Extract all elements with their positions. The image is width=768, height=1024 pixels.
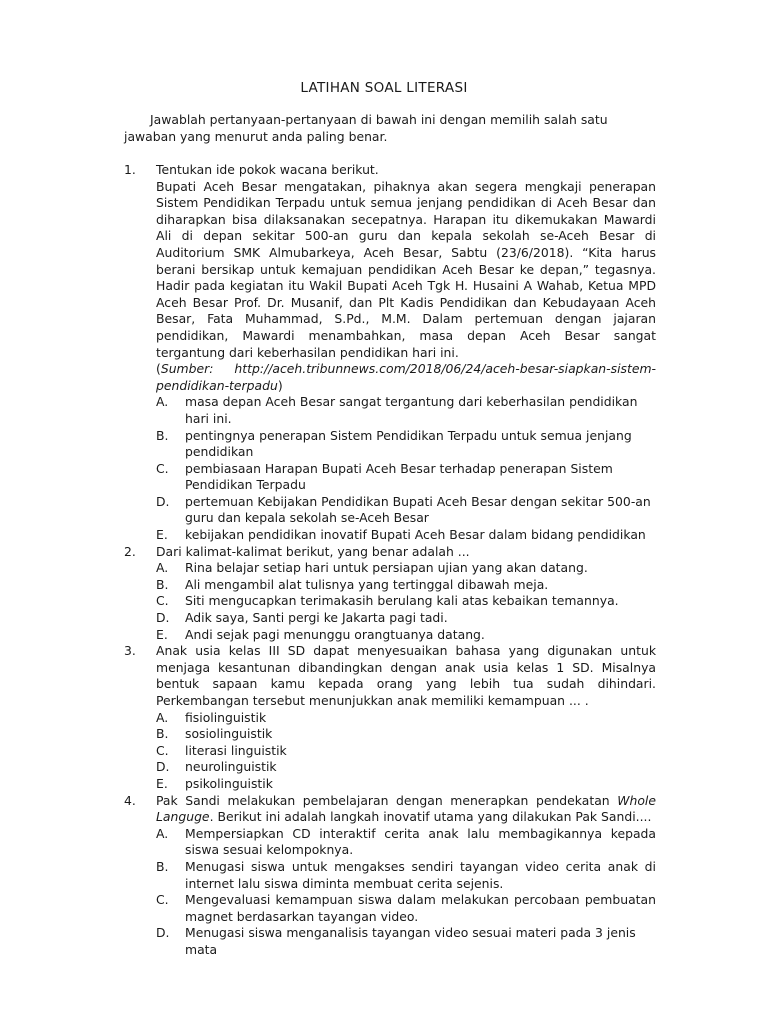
option-text: Adik saya, Santi pergi ke Jakarta pagi tadi.: [185, 610, 448, 626]
option-b[interactable]: [156, 577, 656, 594]
prompt-text: Pak Sandi melakukan pembelajaran dengan menerapkan pendekatan: [156, 792, 618, 808]
option-c[interactable]: [156, 892, 656, 925]
option-letter: E.: [156, 775, 168, 791]
option-text: psikolinguistik: [185, 775, 273, 791]
option-d[interactable]: [156, 759, 656, 776]
option-b[interactable]: [156, 726, 656, 743]
option-letter: B.: [156, 726, 169, 742]
instruction-paragraph: [124, 112, 644, 145]
option-letter: E.: [156, 626, 168, 642]
option-letter: A.: [156, 560, 169, 576]
option-text: pentingnya penerapan Sistem Pendidikan Terpadu untuk semua jenjang pendidikan: [185, 427, 632, 460]
option-b[interactable]: [156, 428, 656, 461]
option-b[interactable]: [156, 859, 656, 892]
option-c[interactable]: [156, 593, 656, 610]
option-text: Menugasi siswa untuk mengakses sendiri tayangan video cerita anak di internet lalu siswa diminta membuat cerita sejenis.: [185, 858, 656, 891]
document-title: LATIHAN SOAL LITERASI: [300, 80, 468, 96]
question-prompt: Tentukan ide pokok wacana berikut.: [156, 162, 379, 177]
option-letter: C.: [156, 892, 169, 908]
option-text: Mempersiapkan CD interaktif cerita anak lalu membagikannya kepada siswa sesuai kelompoknya.: [185, 825, 656, 858]
option-list: [156, 560, 656, 643]
option-text: sosiolinguistik: [185, 726, 273, 742]
option-letter: B.: [156, 576, 169, 592]
option-letter: D.: [156, 610, 170, 626]
option-d[interactable]: [156, 610, 656, 627]
option-letter: A.: [156, 709, 169, 725]
question-prompt: [156, 793, 656, 826]
option-text: neurolinguistik: [185, 759, 277, 775]
question-number: 1.: [124, 162, 136, 177]
option-letter: E.: [156, 527, 168, 543]
option-letter: D.: [156, 493, 170, 509]
source-citation: Sumber: http://aceh.tribunnews.com/2018/06/24/aceh-besar-siapkan-sistem-pendidikan-terpadu: [156, 361, 656, 393]
question-prompt: Dari kalimat-kalimat berikut, yang benar adalah ...: [156, 543, 470, 559]
option-text: kebijakan pendidikan inovatif Bupati Aceh Besar dalam bidang pendidikan: [185, 527, 646, 543]
question-list: [124, 162, 656, 959]
option-text: pembiasaan Harapan Bupati Aceh Besar terhadap penerapan Sistem Pendidikan Terpadu: [185, 460, 613, 493]
option-text: masa depan Aceh Besar sangat tergantung dari keberhasilan pendidikan hari ini.: [185, 394, 638, 426]
source-close: ): [277, 377, 283, 393]
question-number: 2.: [124, 543, 136, 559]
option-d[interactable]: [156, 925, 656, 958]
option-letter: B.: [156, 858, 169, 874]
reading-passage: [156, 179, 656, 395]
option-text: fisiolinguistik: [185, 709, 267, 725]
option-c[interactable]: [156, 743, 656, 760]
option-letter: C.: [156, 460, 169, 476]
source-open: (: [156, 361, 161, 377]
instruction-line-2: jawaban yang menurut anda paling benar.: [124, 128, 388, 144]
option-a[interactable]: [156, 710, 656, 727]
passage-text: Bupati Aceh Besar mengatakan, pihaknya akan segera mengkaji penerapan Sistem Pendidikan Terpadu untuk semua jenjang pendidikan di Aceh Besar dan diharapkan bisa dilaksanakan secepatnya. Harapan itu dikemukakan Mawardi Ali di depan sekitar 500-an guru dan kepala sekolah se-Aceh Besar di Auditorium SMK Almubarkeya, Aceh Besar, Sabtu (23/6/2018). “Kita harus berani bersikap untuk kemajuan pendidikan Aceh Besar ke depan,” tegasnya. Hadir pada kegiatan itu Wakil Bupati Aceh Tgk H. Husaini A Wahab, Ketua MPD Aceh Besar Prof. Dr. Musanif, dan Plt Kadis Pendidikan dan Kebudayaan Aceh Besar, Fata Muhammad, S.Pd., M.M. Dalam pertemuan dengan jajaran pendidikan, Mawardi menambahkan, masa depan Aceh Besar sangat tergantung dari keberhasilan pendidikan hari ini.: [156, 178, 656, 360]
option-text: Ali mengambil alat tulisnya yang tertinggal dibawah meja.: [185, 576, 549, 592]
option-letter: D.: [156, 759, 170, 775]
option-text: Mengevaluasi kemampuan siswa dalam melakukan percobaan pembuatan magnet berdasarkan tayangan video.: [185, 892, 656, 924]
option-letter: D.: [156, 925, 170, 941]
question-4: [124, 793, 656, 959]
question-prompt: Anak usia kelas III SD dapat menyesuaikan bahasa yang digunakan untuk menjaga kesantunan dibandingkan dengan anak usia kelas 1 SD. Misalnya bentuk sapaan kamu kepada orang yang lebih tua sudah dihindari. Perkembangan tersebut menunjukkan anak memiliki kemampuan ... .: [156, 643, 656, 708]
option-e[interactable]: [156, 627, 656, 644]
option-d[interactable]: [156, 494, 656, 527]
option-text: literasi linguistik: [185, 742, 287, 758]
question-3: [124, 643, 656, 792]
instruction-line-1: Jawablah pertanyaan-pertanyaan di bawah ini dengan memilih salah satu: [150, 112, 608, 127]
option-a[interactable]: [156, 826, 656, 859]
option-a[interactable]: [156, 394, 656, 427]
option-letter: A.: [156, 394, 169, 410]
option-list: [156, 710, 656, 793]
option-letter: C.: [156, 742, 169, 758]
option-letter: B.: [156, 427, 169, 443]
question-2: [124, 544, 656, 644]
option-text: Siti mengucapkan terimakasih berulang kali atas kebaikan temannya.: [185, 593, 619, 609]
option-text: Menugasi siswa menganalisis tayangan video sesuai materi pada 3 jenis mata: [185, 925, 636, 957]
option-text: Andi sejak pagi menunggu orangtuanya datang.: [185, 626, 485, 642]
option-text: Rina belajar setiap hari untuk persiapan ujian yang akan datang.: [185, 560, 588, 576]
option-list: [156, 394, 656, 543]
question-number: 3.: [124, 643, 136, 659]
option-letter: C.: [156, 593, 169, 609]
option-a[interactable]: [156, 560, 656, 577]
option-e[interactable]: [156, 527, 656, 544]
option-letter: A.: [156, 825, 169, 841]
option-list: [156, 826, 656, 959]
prompt-text-end: . Berikut ini adalah langkah inovatif utama yang dilakukan Pak Sandi....: [209, 809, 652, 825]
option-c[interactable]: [156, 461, 656, 494]
option-text: pertemuan Kebijakan Pendidikan Bupati Aceh Besar dengan sekitar 500-an guru dan kepala sekolah se-Aceh Besar: [185, 493, 651, 526]
option-e[interactable]: [156, 776, 656, 793]
question-number: 4.: [124, 792, 136, 808]
prompt-italic-term: Whole Languge: [156, 792, 656, 825]
question-1: [124, 162, 656, 544]
